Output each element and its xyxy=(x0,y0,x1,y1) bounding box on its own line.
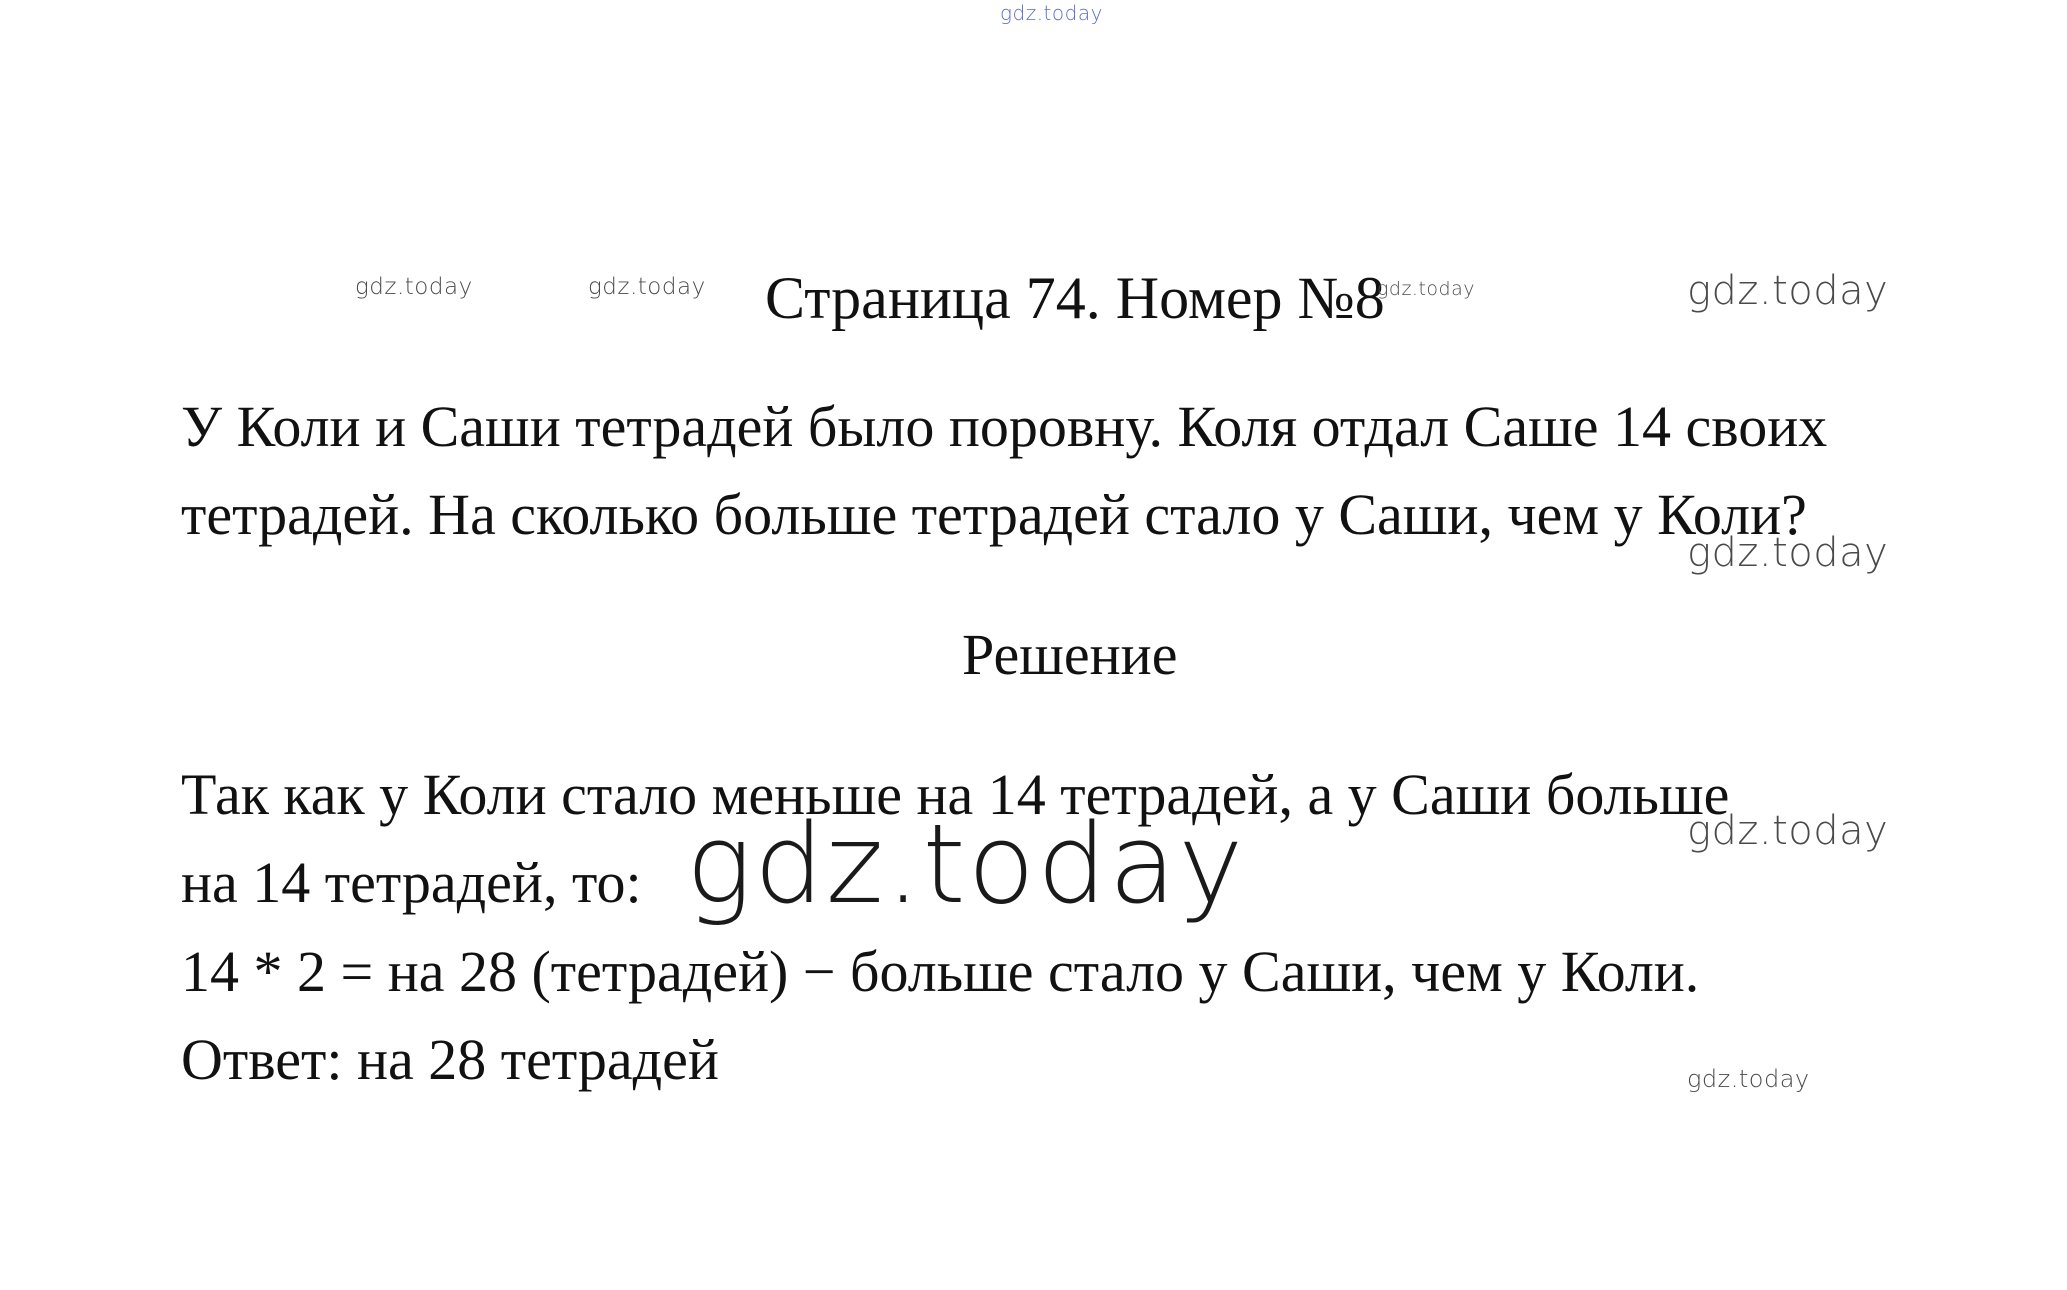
solution-text-line-2: на 14 тетрадей, то: xyxy=(181,850,642,915)
watermark-header-left-1: gdz.today xyxy=(355,274,473,300)
solution-heading: Решение xyxy=(962,622,1178,687)
watermark-bottom-right: gdz.today xyxy=(1687,1065,1810,1093)
solution-text-line-1: Так как у Коли стало меньше на 14 тетрадей, а у Саши больше xyxy=(181,762,1730,827)
watermark-header-right: gdz.today xyxy=(1687,268,1889,314)
watermark-problem-right: gdz.today xyxy=(1687,530,1889,576)
page-title: Страница 74. Номер №8 xyxy=(765,265,1385,331)
watermark-top: gdz.today xyxy=(1000,1,1103,25)
watermark-header-right-small: gdz.today xyxy=(1377,278,1475,300)
problem-text-line-2: тетрадей. На сколько больше тетрадей стало у Саши, чем у Коли? xyxy=(181,482,1807,547)
watermark-large: gdz.today xyxy=(686,800,1246,928)
answer-text: Ответ: на 28 тетрадей xyxy=(181,1027,719,1092)
watermark-header-left-2: gdz.today xyxy=(588,274,706,300)
solution-calculation: 14 * 2 = на 28 (тетрадей) − больше стало у Саши, чем у Коли. xyxy=(181,939,1700,1004)
problem-text-line-1: У Коли и Саши тетрадей было поровну. Коля отдал Саше 14 своих xyxy=(181,394,1828,459)
watermark-solution-right: gdz.today xyxy=(1687,808,1889,854)
